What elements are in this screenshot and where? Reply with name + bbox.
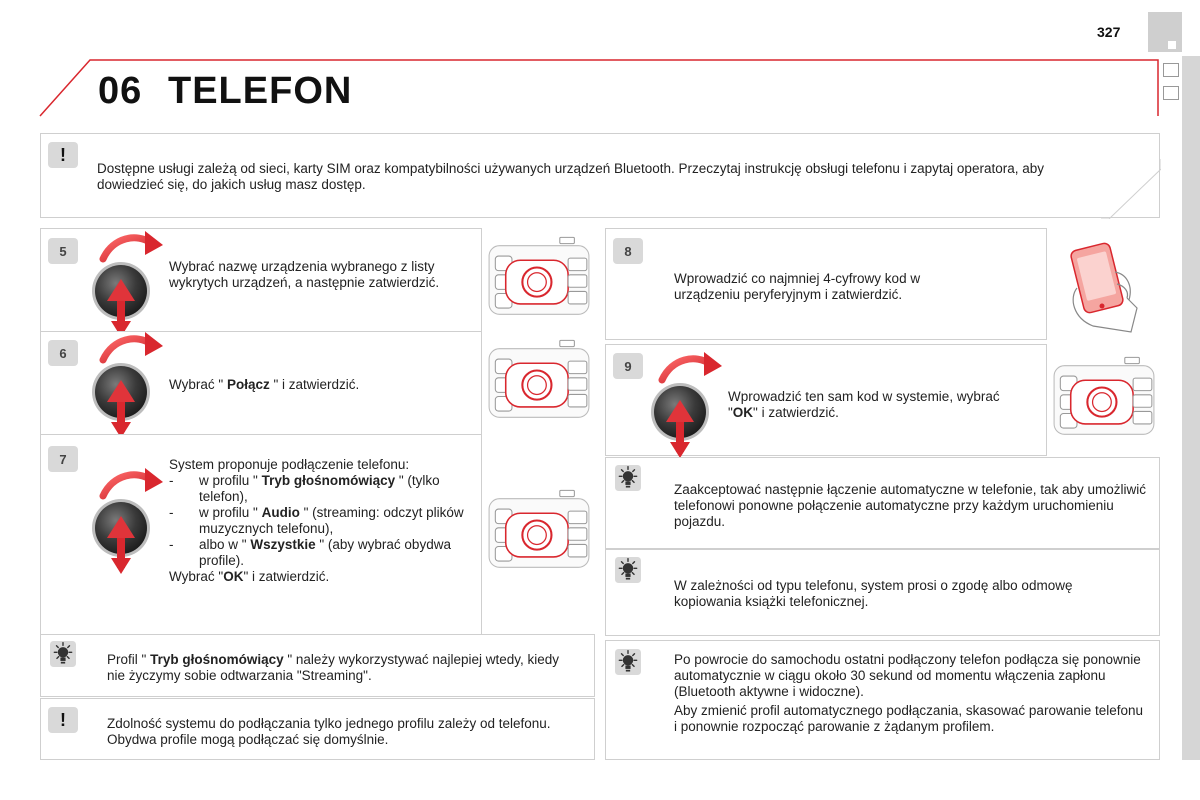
step-8-text: Wprowadzić co najmniej 4-cyfrowy kod w urządzeniu peryferyjnym i zatwierdzić.	[674, 271, 921, 302]
step-6-text-bold: Połącz	[226, 377, 270, 392]
step-6-text-pre: Wybrać "	[169, 377, 227, 392]
step-7-badge: 7	[48, 446, 78, 472]
section-tab	[1163, 86, 1179, 100]
side-strip	[1182, 56, 1200, 760]
tip-paragraph: Aby zmienić profil automatycznego podłączania, skasować parowanie telefonu i ponownie rozpocząć parowanie z żądanym profilem.	[674, 703, 1144, 734]
control-panel-image	[481, 331, 595, 435]
rotary-knob-icon	[85, 229, 165, 339]
chapter-number: 06	[98, 70, 143, 112]
warning-text: Zdolność systemu do podłączania tylko jednego profilu zależy od telefonu. Obydwa profile mogą podłączać się domyślnie.	[107, 716, 551, 747]
step-7-intro: System proponuje podłączenie telefonu:	[169, 457, 410, 472]
profile-name: Wszystkie	[250, 537, 316, 552]
phone-in-hand-image	[1046, 228, 1160, 340]
chapter-title: TELEFON	[168, 70, 353, 112]
control-panel-image	[481, 434, 595, 635]
corner-fold	[1101, 159, 1161, 219]
list-item	[169, 537, 474, 569]
profile-pre: w profilu "	[199, 505, 262, 520]
exclamation-icon: !	[48, 142, 78, 168]
step-9-text-bold: OK	[732, 405, 754, 420]
profile-post: " (aby wybrać obydwa profile).	[199, 537, 451, 568]
intro-note-text: Dostępne usługi zależą od sieci, karty SIM oraz kompatybilności używanych urządzeń Bluetooth. Przeczytaj instrukcję obsługi telefonu i zapytaj operatora, aby dowiedzieć się, do jakich usług masz dostęp.	[97, 161, 1044, 192]
step-8-badge: 8	[613, 238, 643, 264]
step-7-text	[169, 457, 474, 585]
step-6-text	[169, 377, 459, 393]
tip-text	[107, 652, 567, 684]
step-9-text	[728, 389, 1018, 421]
profile-name: Tryb głośnomówiący	[261, 473, 396, 488]
step-9-text-post: " i zatwierdzić.	[753, 405, 839, 420]
page-number: 327	[1097, 24, 1121, 40]
rotary-knob-icon	[644, 350, 724, 460]
step-7-outro-pre: Wybrać "	[169, 569, 224, 584]
list-item	[169, 473, 474, 505]
step-5-badge: 5	[48, 238, 78, 264]
profile-pre: w profilu "	[199, 473, 262, 488]
tip-text-bold: Tryb głośnomówiący	[150, 652, 284, 667]
step-6-badge: 6	[48, 340, 78, 366]
exclamation-icon: !	[48, 707, 78, 733]
list-item	[169, 505, 474, 537]
tip-text-post: " należy wykorzystywać najlepiej wtedy, kiedy nie życzymy sobie odtwarzania "Streaming".	[107, 652, 559, 683]
tip-text-pre: Profil "	[107, 652, 151, 667]
tip-paragraph: Po powrocie do samochodu ostatni podłączony telefon podłącza się ponownie automatycznie w ciągu około 30 sekund od momentu włączenia zapłonu (Bluetooth aktywne i widoczne).	[674, 652, 1141, 699]
step-7-outro-bold: OK	[223, 569, 244, 584]
tip-text: W zależności od typu telefonu, system prosi o zgodę albo odmowę kopiowania książki telefonicznej.	[674, 578, 1073, 609]
profile-post: " (tylko telefon),	[199, 473, 440, 504]
lightbulb-icon	[613, 557, 643, 583]
profile-post: " (streaming: odczyt plików muzycznych telefonu),	[199, 505, 464, 536]
section-tab-active	[1148, 12, 1182, 52]
control-panel-image	[481, 228, 595, 332]
profile-pre: albo w "	[199, 537, 251, 552]
step-7-outro-post: " i zatwierdzić.	[243, 569, 330, 584]
step-9-badge: 9	[613, 353, 643, 379]
step-6-text-post: " i zatwierdzić.	[269, 377, 360, 392]
tip-text	[674, 652, 1144, 735]
profile-name: Audio	[261, 505, 300, 520]
lightbulb-icon	[48, 641, 78, 667]
step-5-text: Wybrać nazwę urządzenia wybranego z listy wykrytych urządzeń, a następnie zatwierdzić.	[169, 259, 440, 290]
rotary-knob-icon	[85, 330, 165, 440]
tip-text: Zaakceptować następnie łączenie automatyczne w telefonie, tak aby umożliwić telefonowi ponowne połączenie automatyczne przy każdym uruchomieniu pojazdu.	[674, 482, 1146, 529]
profile-list	[169, 473, 474, 569]
section-tab	[1163, 63, 1179, 77]
lightbulb-icon	[613, 649, 643, 675]
lightbulb-icon	[613, 465, 643, 491]
control-panel-image	[1046, 344, 1160, 456]
rotary-knob-icon	[85, 466, 165, 576]
step-9-text-pre: Wprowadzić ten sam kod w systemie, wybrać "	[728, 389, 1000, 420]
